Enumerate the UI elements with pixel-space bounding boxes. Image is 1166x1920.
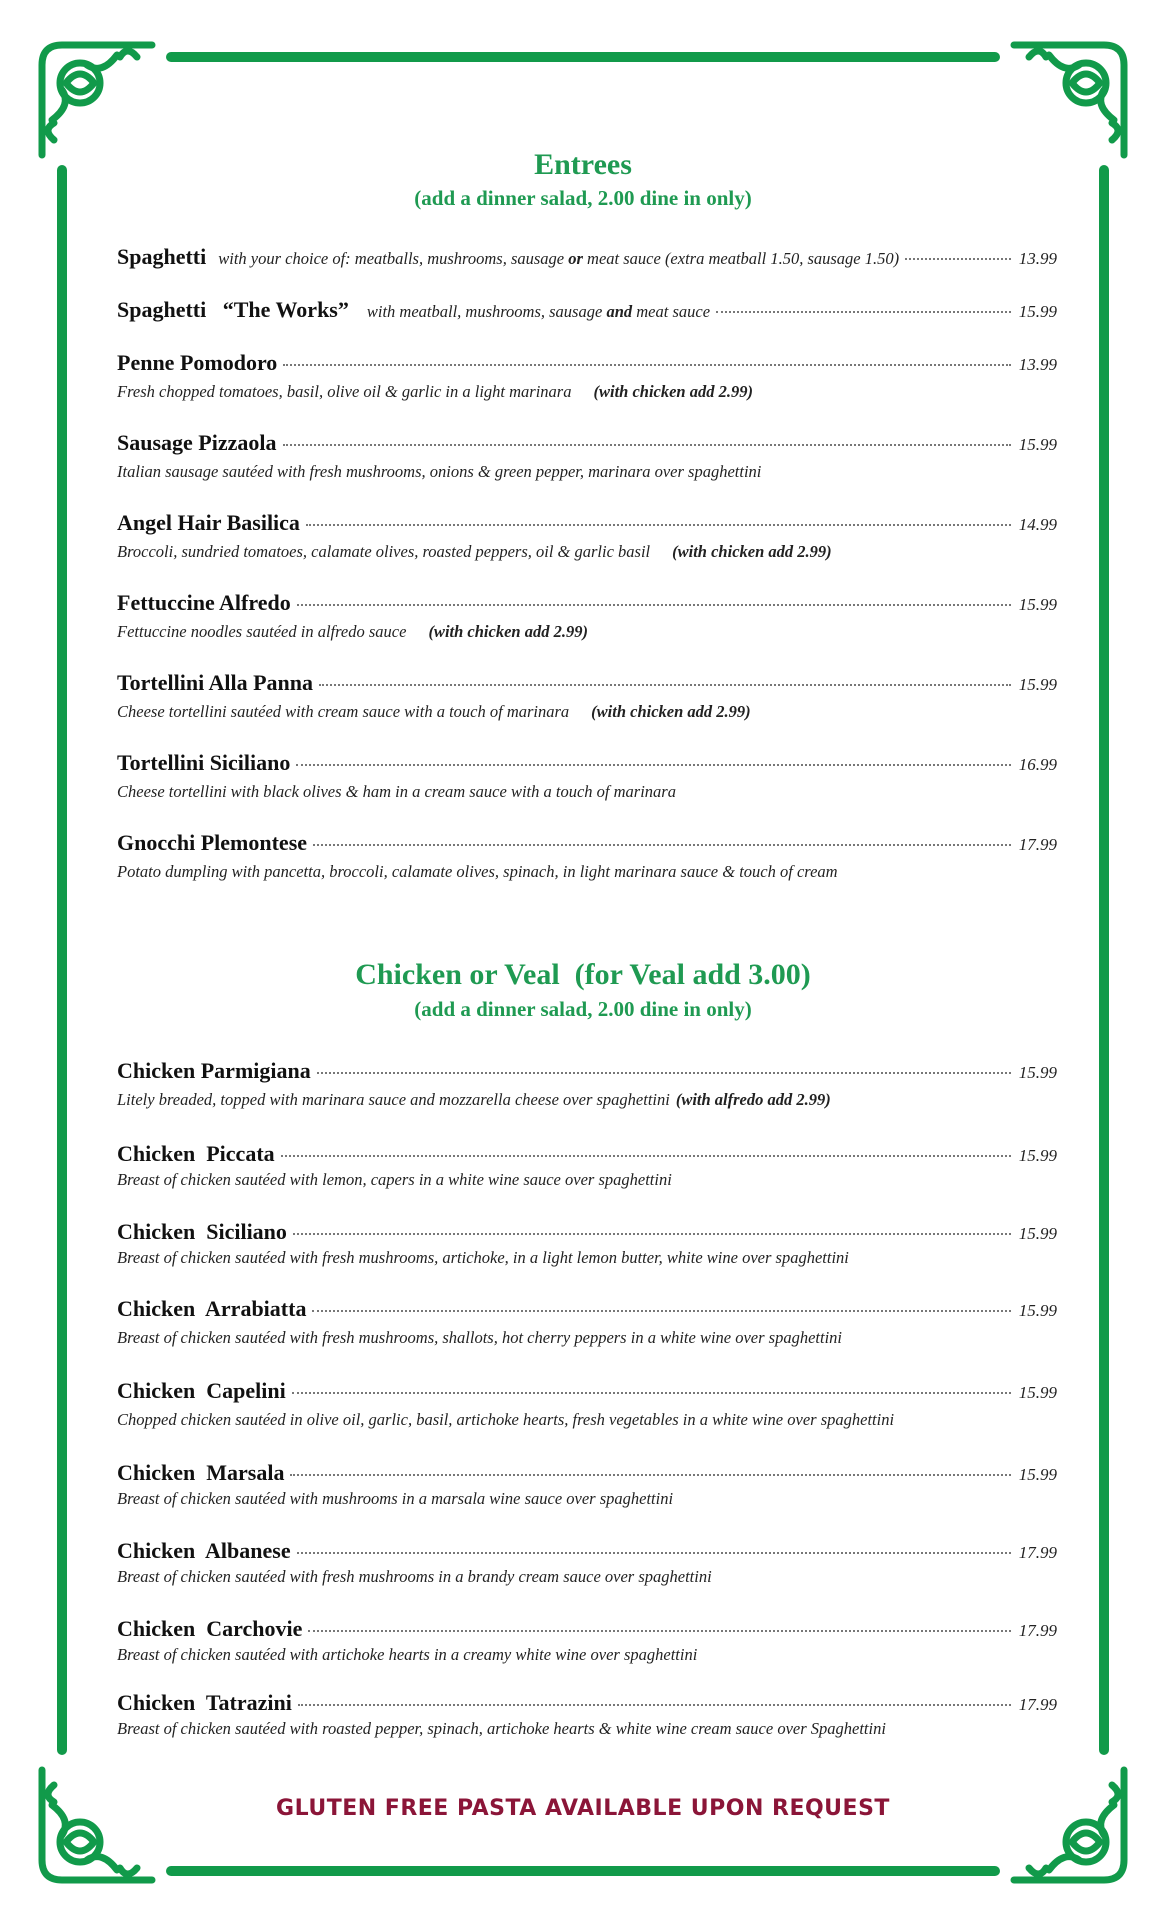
item-price: 13.99 xyxy=(1018,355,1057,374)
item-description: Italian sausage sautéed with fresh mushrooms, onions & green pepper, marinara over spaghettini xyxy=(117,462,762,481)
item-price: 15.99 xyxy=(1018,675,1057,694)
menu-item xyxy=(117,430,1057,482)
flourish-ornament-icon xyxy=(32,1760,162,1890)
item-price: 17.99 xyxy=(1018,1621,1057,1640)
item-price: 15.99 xyxy=(1018,1301,1057,1320)
item-price: 15.99 xyxy=(1018,595,1057,614)
item-name: Spaghetti xyxy=(117,244,207,269)
item-price: 15.99 xyxy=(1018,302,1057,321)
dot-leader xyxy=(283,364,1010,366)
menu-item xyxy=(117,1141,1057,1190)
menu-item xyxy=(117,510,1057,562)
item-price: 15.99 xyxy=(1018,1063,1057,1082)
item-price: 17.99 xyxy=(1018,835,1057,854)
dot-leader xyxy=(312,1310,1010,1312)
dot-leader xyxy=(281,1155,1011,1157)
item-inline-desc: with your choice of: meatballs, mushrooms, sausage or meat sauce (extra meatball 1.50, sausage 1.50) xyxy=(218,249,900,268)
item-name: Chicken Piccata xyxy=(117,1141,275,1166)
item-price: 15.99 xyxy=(1018,435,1057,454)
dot-leader xyxy=(290,1474,1010,1476)
item-name: Fettuccine Alfredo xyxy=(117,590,291,615)
dot-leader xyxy=(297,1552,1011,1554)
dot-leader xyxy=(319,684,1011,686)
item-name: Chicken Parmigiana xyxy=(117,1058,311,1083)
item-name: Chicken Tatrazini xyxy=(117,1690,292,1715)
flourish-ornament-icon xyxy=(1004,35,1134,165)
gluten-free-notice: GLUTEN FREE PASTA AVAILABLE UPON REQUEST xyxy=(276,1796,890,1821)
item-description: Breast of chicken sautéed with fresh mushrooms, artichoke, in a light lemon butter, white wine over spaghettini xyxy=(117,1248,849,1267)
item-description: Breast of chicken sautéed with fresh mushrooms in a brandy cream sauce over spaghettini xyxy=(117,1567,712,1586)
item-name: Chicken Capelini xyxy=(117,1378,286,1403)
menu-item xyxy=(117,244,1057,270)
item-description: Breast of chicken sautéed with fresh mushrooms, shallots, hot cherry peppers in a white wine over spaghettini xyxy=(117,1328,843,1347)
item-name: Tortellini Alla Panna xyxy=(117,670,314,695)
dot-leader xyxy=(716,311,1011,313)
menu-item xyxy=(117,350,1057,402)
item-description: Breast of chicken sautéed with mushrooms in a marsala wine sauce over spaghettini xyxy=(117,1489,674,1508)
item-name: Chicken Carchovie xyxy=(117,1616,303,1641)
menu-item xyxy=(117,1296,1057,1348)
dot-leader xyxy=(292,1392,1011,1394)
item-name: Angel Hair Basilica xyxy=(117,510,300,535)
item-description: Fettuccine noodles sautéed in alfredo sauce (with chicken add 2.99) xyxy=(117,622,588,641)
dot-leader xyxy=(296,764,1010,766)
item-description: Broccoli, sundried tomatoes, calamate olives, roasted peppers, oil & garlic basil (with chicken add 2.99) xyxy=(117,542,832,561)
item-description: Breast of chicken sautéed with roasted pepper, spinach, artichoke hearts & white wine cream sauce over Spaghettini xyxy=(117,1719,886,1738)
item-description: Cheese tortellini sautéed with cream sauce with a touch of marinara (with chicken add 2.99) xyxy=(117,702,751,721)
dot-leader xyxy=(313,844,1011,846)
item-inline-desc: with meatball, mushrooms, sausage and meat sauce xyxy=(366,302,711,321)
item-price: 15.99 xyxy=(1018,1224,1057,1243)
item-name: Chicken Albanese xyxy=(117,1538,291,1563)
dot-leader xyxy=(283,444,1011,446)
item-name: Spaghetti “The Works” xyxy=(117,297,349,322)
item-name: Chicken Marsala xyxy=(117,1460,285,1485)
menu-item xyxy=(117,1460,1057,1509)
flourish-ornament-icon xyxy=(32,35,162,165)
item-description: Cheese tortellini with black olives & ham in a cream sauce with a touch of marinara xyxy=(117,782,676,801)
item-description: Litely breaded, topped with marinara sauce and mozzarella cheese over spaghettini (with alfredo add 2.99) xyxy=(117,1090,831,1109)
menu-item xyxy=(117,590,1057,642)
dot-leader xyxy=(306,524,1011,526)
dot-leader xyxy=(298,1704,1011,1706)
dot-leader xyxy=(297,604,1011,606)
menu-item xyxy=(117,1378,1057,1430)
item-description: Breast of chicken sautéed with artichoke hearts in a creamy white wine over spaghettini xyxy=(117,1645,698,1664)
item-name: Tortellini Siciliano xyxy=(117,750,291,775)
dot-leader xyxy=(317,1072,1011,1074)
dot-leader xyxy=(905,258,1011,260)
flourish-ornament-icon xyxy=(1004,1760,1134,1890)
item-name: Chicken Arrabiatta xyxy=(117,1296,307,1321)
chicken-veal-title: Chicken or Veal (for Veal add 3.00) xyxy=(355,958,811,991)
item-price: 17.99 xyxy=(1018,1543,1057,1562)
item-price: 16.99 xyxy=(1018,755,1057,774)
menu-item xyxy=(117,1616,1057,1665)
menu-item xyxy=(117,1219,1057,1268)
item-description: Potato dumpling with pancetta, broccoli, calamate olives, spinach, in light marinara sauce & touch of cream xyxy=(117,862,838,881)
menu-item xyxy=(117,670,1057,722)
entrees-title: Entrees xyxy=(534,148,632,181)
item-price: 15.99 xyxy=(1018,1383,1057,1402)
item-name: Sausage Pizzaola xyxy=(117,430,277,455)
menu-item xyxy=(117,1058,1057,1110)
menu-item xyxy=(117,750,1057,802)
item-price: 15.99 xyxy=(1018,1146,1057,1165)
dot-leader xyxy=(293,1233,1011,1235)
frame-bottom-bar xyxy=(166,1866,1000,1876)
entrees-subtitle: (add a dinner salad, 2.00 dine in only) xyxy=(414,186,752,210)
item-name: Penne Pomodoro xyxy=(117,350,278,375)
menu-item xyxy=(117,1690,1057,1739)
item-price: 14.99 xyxy=(1018,515,1057,534)
item-price: 17.99 xyxy=(1018,1695,1057,1714)
menu-item xyxy=(117,1538,1057,1587)
item-price: 15.99 xyxy=(1018,1465,1057,1484)
chicken-veal-subtitle: (add a dinner salad, 2.00 dine in only) xyxy=(414,997,752,1021)
menu-item xyxy=(117,830,1057,882)
menu-item xyxy=(117,297,1057,323)
item-description: Fresh chopped tomatoes, basil, olive oil & garlic in a light marinara (with chicken add 2.99) xyxy=(117,382,753,401)
dot-leader xyxy=(308,1630,1010,1632)
item-name: Chicken Siciliano xyxy=(117,1219,287,1244)
item-description: Breast of chicken sautéed with lemon, capers in a white wine sauce over spaghettini xyxy=(117,1170,672,1189)
item-description: Chopped chicken sautéed in olive oil, garlic, basil, artichoke hearts, fresh vegetables in a white wine over spaghettini xyxy=(117,1410,895,1429)
frame-top-bar xyxy=(166,52,1000,62)
item-price: 13.99 xyxy=(1018,249,1057,268)
item-name: Gnocchi Plemontese xyxy=(117,830,308,855)
